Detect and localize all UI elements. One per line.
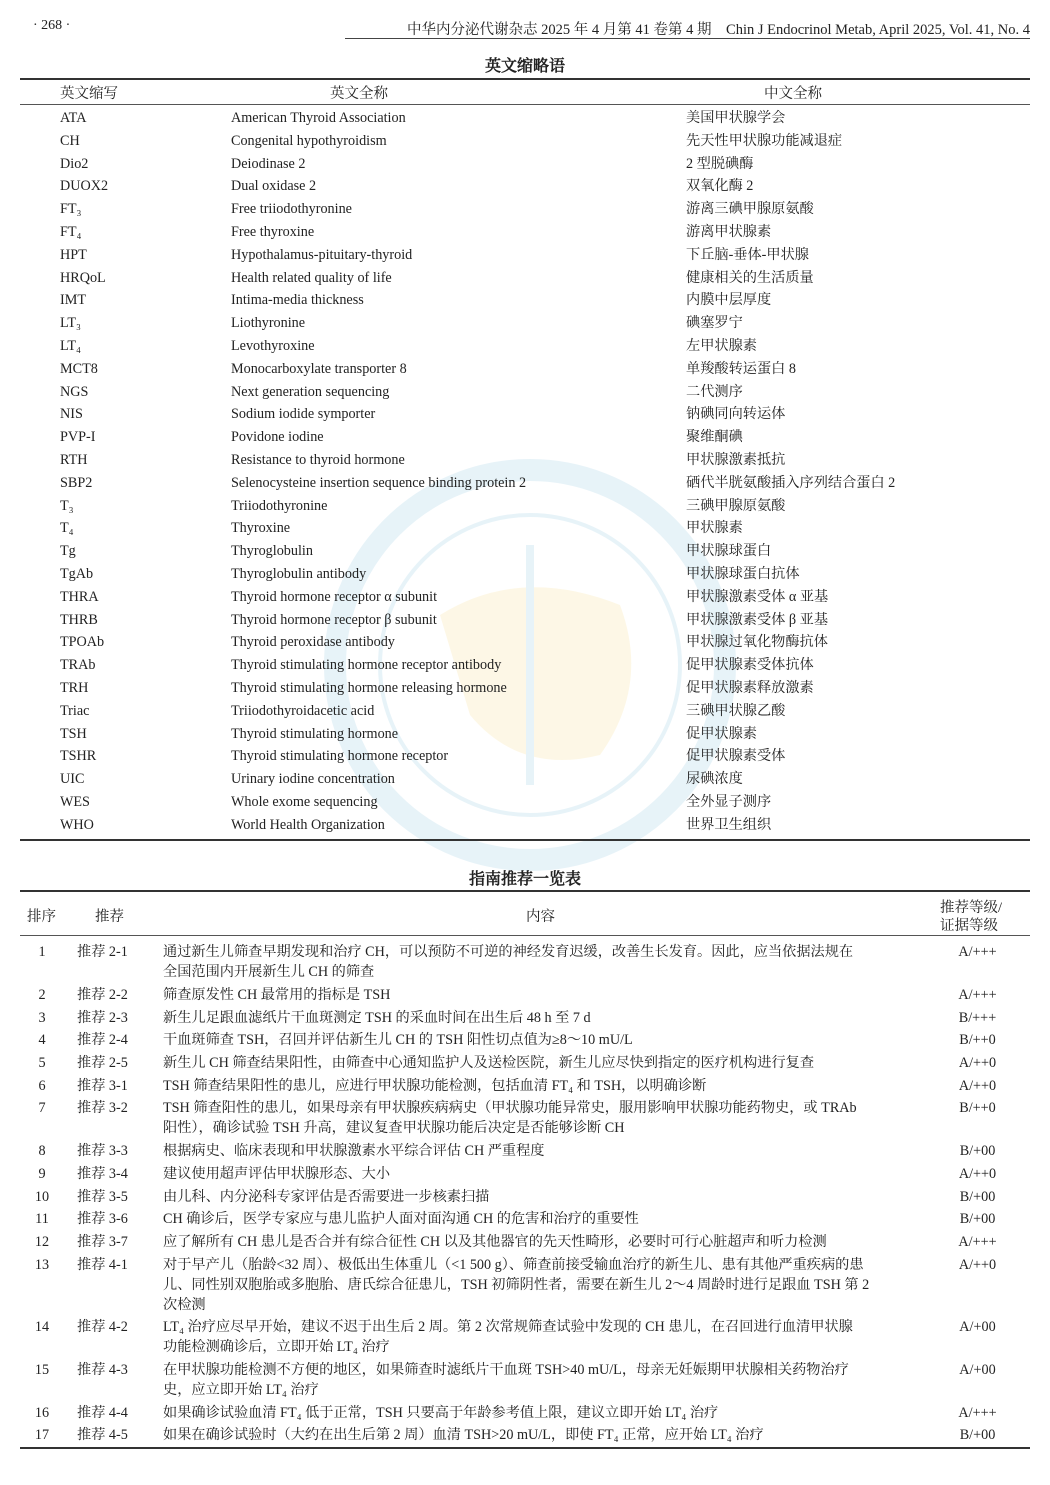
chinese-name-cell: 全外显子测序 <box>686 794 772 810</box>
grade-cell: A/+++ <box>958 1233 997 1250</box>
english-name-cell: Thyroid stimulating hormone receptor <box>231 748 449 765</box>
table-row <box>0 221 1050 244</box>
abbr-cell: TgAb <box>60 566 94 582</box>
chinese-name-cell: 甲状腺球蛋白抗体 <box>686 566 800 582</box>
abbr-cell: DUOX2 <box>60 178 109 195</box>
rec-id-cell: 推荐 2-5 <box>77 1055 128 1072</box>
abbr-cell: CH <box>60 132 80 149</box>
content-line: 史，应立即开始 LT₄ 治疗 <box>163 1381 319 1398</box>
content-cell <box>163 1030 923 1050</box>
chinese-name-cell: 健康相关的生活质量 <box>686 269 814 286</box>
abbr-cell: IMT <box>60 292 87 309</box>
rec-id-cell: 推荐 3-5 <box>77 1188 128 1205</box>
content-cell <box>163 1209 923 1229</box>
chinese-name-cell: 甲状腺球蛋白 <box>686 543 772 560</box>
english-name-cell: Thyroid hormone receptor β subunit <box>231 611 437 628</box>
english-name-cell: World Health Organization <box>231 816 385 833</box>
table-row <box>0 791 1050 814</box>
content-line: 对于早产儿（胎龄<32 周）、极低出生体重儿（<1 500 g）、筛查前接受输血治疗的新生儿、患有其他严重疾病的患 <box>163 1256 864 1273</box>
table-row <box>0 153 1050 176</box>
table-row <box>0 609 1050 632</box>
table-row <box>0 1029 1050 1052</box>
english-name-cell: Congenital hypothyroidism <box>231 132 387 149</box>
page-number: · 268 · <box>33 18 71 33</box>
english-name-cell: Urinary iodine concentration <box>231 771 395 788</box>
table-row <box>0 768 1050 791</box>
table-row <box>0 267 1050 290</box>
english-name-cell: Sodium iodide symporter <box>231 406 376 423</box>
english-name-cell: Thyroid stimulating hormone receptor antibody <box>231 657 502 674</box>
rec-id-cell: 推荐 4-3 <box>77 1361 128 1378</box>
rec-id-cell: 推荐 3-3 <box>77 1143 128 1160</box>
english-name-cell: Thyroglobulin <box>231 543 313 560</box>
grade-cell: B/+00 <box>959 1211 996 1228</box>
content-line: 新生儿 CH 筛查结果阳性，由筛查中心通知监护人及送检医院，新生儿应尽快到指定的医疗机构进行复查 <box>163 1055 815 1072</box>
abbr-cell: Tg <box>60 543 76 560</box>
grade-cell: A/+++ <box>958 944 997 961</box>
chinese-col-header: 中文全称 <box>764 86 822 102</box>
content-line: 筛查原发性 CH 最常用的指标是 TSH <box>163 987 391 1004</box>
chinese-name-cell: 促甲状腺素 <box>686 725 757 742</box>
chinese-name-cell: 游离甲状腺素 <box>686 224 772 240</box>
table-row <box>0 1006 1050 1029</box>
order-cell: 4 <box>38 1032 46 1049</box>
content-col-header: 内容 <box>526 909 555 925</box>
chinese-name-cell: 2 型脱碘酶 <box>686 155 754 172</box>
content-cell <box>163 1360 923 1400</box>
table-row <box>0 941 1050 984</box>
rec-id-cell: 推荐 4-2 <box>77 1319 128 1336</box>
table-row <box>0 495 1050 518</box>
order-cell: 11 <box>35 1211 49 1228</box>
chinese-name-cell: 硒代半胱氨酸插入序列结合蛋白 2 <box>686 474 896 491</box>
abbr-cell: TRH <box>60 680 89 696</box>
grade-cell: A/+++ <box>958 1404 997 1421</box>
grade-cell: B/+00 <box>959 1143 996 1160</box>
abbr-cell: LT₃ <box>60 315 81 332</box>
order-cell: 10 <box>34 1188 50 1205</box>
table-row <box>0 1424 1050 1447</box>
table-row <box>0 312 1050 335</box>
content-cell <box>163 1164 923 1184</box>
table-row <box>0 289 1050 312</box>
chinese-name-cell: 三碘甲状腺乙酸 <box>686 702 786 719</box>
order-cell: 3 <box>38 1009 46 1026</box>
grade-cell: A/+++ <box>958 987 997 1004</box>
content-line: 如果在确诊试验时（大约在出生后第 2 周）血清 TSH>20 mU/L，即使 FT₄ 正常，应开始 LT₄ 治疗 <box>163 1427 764 1444</box>
rec-id-cell: 推荐 3-6 <box>77 1211 128 1228</box>
table-row <box>0 130 1050 153</box>
table-rule <box>20 104 1030 105</box>
table-row <box>0 1097 1050 1140</box>
content-line: TSH 筛查阳性的患儿，如果母亲有甲状腺疾病病史（甲状腺功能异常史，服用影响甲状腺功能药物史，或 TRAb <box>163 1100 857 1117</box>
table-rule <box>20 890 1030 892</box>
chinese-name-cell: 促甲状腺素释放激素 <box>686 680 814 696</box>
rec-id-cell: 推荐 3-4 <box>77 1165 128 1182</box>
english-name-cell: Thyroid stimulating hormone releasing hormone <box>231 680 507 696</box>
content-cell <box>163 1098 923 1138</box>
chinese-name-cell: 促甲状腺素受体抗体 <box>686 657 814 674</box>
order-cell: 16 <box>34 1404 50 1421</box>
content-cell <box>163 1053 923 1073</box>
grade-cell: B/+00 <box>959 1188 996 1205</box>
english-name-cell: Monocarboxylate transporter 8 <box>231 360 407 377</box>
content-line: 新生儿足跟血滤纸片干血斑测定 TSH 的采血时间在出生后 48 h 至 7 d <box>163 1009 591 1026</box>
abbr-cell: WHO <box>60 816 94 833</box>
grade-col-header: 推荐等级/ <box>940 900 1003 916</box>
rec-id-cell: 推荐 2-2 <box>77 987 128 1004</box>
content-cell <box>163 1076 923 1096</box>
chinese-name-cell: 甲状腺过氧化物酶抗体 <box>686 634 828 651</box>
table-row <box>0 517 1050 540</box>
order-cell: 15 <box>34 1361 50 1378</box>
abbr-cell: T₄ <box>60 520 74 537</box>
order-cell: 5 <box>38 1055 46 1072</box>
table-row <box>0 654 1050 677</box>
abbr-cell: Triac <box>60 702 90 719</box>
content-line: 全国范围内开展新生儿 CH 的筛查 <box>163 964 375 981</box>
order-cell: 17 <box>34 1427 50 1444</box>
rec-id-cell: 推荐 4-1 <box>77 1256 128 1273</box>
content-line: 儿、同性别双胞胎或多胞胎、唐氏综合征患儿，TSH 初筛阴性者，需要在新生儿 2～4 周龄时进行足跟血 TSH 第 2 <box>163 1276 870 1293</box>
table-row <box>0 700 1050 723</box>
abbr-cell: TPOAb <box>60 634 105 651</box>
chinese-name-cell: 单羧酸转运蛋白 8 <box>686 360 796 377</box>
rec-table-body <box>0 941 1050 1447</box>
english-name-cell: Hypothalamus-pituitary-thyroid <box>231 246 413 263</box>
english-name-cell: Whole exome sequencing <box>231 794 378 810</box>
table-rule <box>20 839 1030 841</box>
table-row <box>0 381 1050 404</box>
abbr-cell: LT₄ <box>60 338 81 354</box>
table-row <box>0 1208 1050 1231</box>
chinese-name-cell: 甲状腺激素受体 β 亚基 <box>686 611 829 628</box>
grade-cell: B/+++ <box>958 1009 997 1026</box>
chinese-name-cell: 尿碘浓度 <box>686 771 743 788</box>
grade-cell: A/++0 <box>958 1055 997 1072</box>
english-name-cell: Thyroid hormone receptor α subunit <box>231 588 438 605</box>
order-col-header: 排序 <box>27 909 56 925</box>
content-cell <box>163 1187 923 1207</box>
content-line: 在甲状腺功能检测不方便的地区，如果筛查时滤纸片干血斑 TSH>40 mU/L，母亲无妊娠期甲状腺相关药物治疗 <box>163 1361 849 1378</box>
grade-cell: A/+00 <box>959 1361 996 1378</box>
chinese-name-cell: 下丘脑-垂体-甲状腺 <box>686 246 809 263</box>
order-cell: 12 <box>34 1233 50 1250</box>
abbr-cell: TSH <box>60 725 87 742</box>
english-name-cell: Povidone iodine <box>231 429 324 446</box>
content-cell <box>163 1403 923 1423</box>
table-rule <box>20 935 1030 936</box>
content-cell <box>163 1232 923 1252</box>
english-name-cell: Thyroxine <box>231 520 291 537</box>
abbr-cell: SBP2 <box>60 474 93 491</box>
chinese-name-cell: 甲状腺激素抵抗 <box>686 452 786 468</box>
table-row <box>0 1253 1050 1316</box>
content-cell <box>163 1317 923 1357</box>
table-row <box>0 1052 1050 1075</box>
english-name-cell: Liothyronine <box>231 315 306 332</box>
table-row <box>0 1231 1050 1254</box>
table-row <box>0 1185 1050 1208</box>
table-row <box>0 426 1050 449</box>
content-line: 功能检测确诊后，立即开始 LT₄ 治疗 <box>163 1339 390 1356</box>
abbr-cell: ATA <box>60 110 87 126</box>
content-cell <box>163 1141 923 1161</box>
table-row <box>0 1401 1050 1424</box>
table-row <box>0 1359 1050 1402</box>
content-cell <box>163 985 923 1005</box>
content-line: 干血斑筛查 TSH，召回并评估新生儿 CH 的 TSH 阳性切点值为≥8～10 mU/L <box>163 1032 633 1049</box>
order-cell: 9 <box>38 1165 46 1182</box>
rec-id-cell: 推荐 4-4 <box>77 1404 128 1421</box>
english-name-cell: Thyroid peroxidase antibody <box>231 634 395 651</box>
table-row <box>0 745 1050 768</box>
chinese-name-cell: 促甲状腺素受体 <box>686 748 786 765</box>
table-rule <box>20 78 1030 80</box>
abbr-cell: TRAb <box>60 657 96 674</box>
english-name-cell: Free triiodothyronine <box>231 201 352 218</box>
rec-id-cell: 推荐 4-5 <box>77 1427 128 1444</box>
content-line: 次检测 <box>163 1296 206 1313</box>
chinese-name-cell: 美国甲状腺学会 <box>686 110 786 126</box>
grade-cell: B/+00 <box>959 1427 996 1444</box>
table-row <box>0 449 1050 472</box>
grade-cell: B/++0 <box>959 1100 996 1117</box>
abbr-cell: FT₃ <box>60 201 82 218</box>
abbr-cell: THRB <box>60 611 98 628</box>
content-cell <box>163 1255 923 1315</box>
table-row <box>0 1074 1050 1097</box>
content-line: LT₄ 治疗应尽早开始，建议不迟于出生后 2 周。第 2 次常规筛查试验中发现的 CH 患儿，在召回进行血清甲状腺 <box>163 1319 853 1336</box>
abbr-cell: PVP-I <box>60 429 96 446</box>
grade-cell: A/++0 <box>958 1256 997 1273</box>
table-row <box>0 631 1050 654</box>
journal-header: 中华内分泌代谢杂志 2025 年 4 月第 41 卷第 4 期 Chin J Endocrinol Metab, April 2025, Vol. 41, No. 4 <box>407 22 1030 38</box>
content-line: 根据病史、临床表现和甲状腺激素水平综合评估 CH 严重程度 <box>163 1143 545 1160</box>
order-cell: 6 <box>38 1077 46 1094</box>
chinese-name-cell: 内膜中层厚度 <box>686 292 772 309</box>
abbr-cell: HRQoL <box>60 269 106 286</box>
table-row <box>0 586 1050 609</box>
abbr-col-header: 英文缩写 <box>60 86 118 102</box>
table-row <box>0 1163 1050 1186</box>
rec-table-title: 指南推荐一览表 <box>468 869 581 888</box>
english-name-cell: Selenocysteine insertion sequence binding protein 2 <box>231 474 527 491</box>
table-row <box>0 107 1050 130</box>
table-row <box>0 175 1050 198</box>
english-name-cell: Health related quality of life <box>231 269 392 286</box>
content-line: 应了解所有 CH 患儿是否合并有综合征性 CH 以及其他器官的先天性畸形，必要时可行心脏超声和听力检测 <box>163 1233 827 1250</box>
chinese-name-cell: 碘塞罗宁 <box>686 315 743 332</box>
abbr-cell: RTH <box>60 452 88 468</box>
abbr-cell: MCT8 <box>60 360 98 377</box>
chinese-name-cell: 钠碘同向转运体 <box>686 406 786 423</box>
rec-id-cell: 推荐 3-7 <box>77 1233 128 1250</box>
table-row <box>0 563 1050 586</box>
english-name-cell: Deiodinase 2 <box>231 155 306 172</box>
table-row <box>0 358 1050 381</box>
order-cell: 13 <box>34 1256 50 1273</box>
english-name-cell: Resistance to thyroid hormone <box>231 452 405 468</box>
table-row <box>0 1316 1050 1359</box>
rec-col-header: 推荐 <box>95 909 124 925</box>
abbr-cell: NGS <box>60 383 89 400</box>
table-row <box>0 403 1050 426</box>
english-name-cell: Intima-media thickness <box>231 292 364 309</box>
chinese-name-cell: 甲状腺素 <box>686 520 743 537</box>
abbr-cell: WES <box>60 794 90 810</box>
abbr-table-title: 英文缩略语 <box>484 56 565 75</box>
abbr-cell: UIC <box>60 771 85 788</box>
order-cell: 14 <box>34 1319 50 1336</box>
english-name-cell: Triiodothyroidacetic acid <box>231 702 375 719</box>
rec-id-cell: 推荐 2-1 <box>77 944 128 961</box>
chinese-name-cell: 先天性甲状腺功能减退症 <box>686 132 843 149</box>
content-line: 由儿科、内分泌科专家评估是否需要进一步核素扫描 <box>163 1188 490 1205</box>
content-line: 阳性），确诊试验 TSH 升高，建议复查甲状腺功能后决定是否能够诊断 CH <box>163 1120 625 1137</box>
evidence-col-header: 证据等级 <box>940 918 998 934</box>
table-row <box>0 244 1050 267</box>
abbr-cell: NIS <box>60 406 83 423</box>
grade-cell: B/++0 <box>959 1032 996 1049</box>
table-row <box>0 335 1050 358</box>
order-cell: 7 <box>38 1100 46 1117</box>
abbr-cell: TSHR <box>60 748 97 765</box>
english-name-cell: Next generation sequencing <box>231 383 390 400</box>
table-rule <box>20 1447 1030 1449</box>
chinese-name-cell: 世界卫生组织 <box>686 816 772 833</box>
abbr-cell: T₃ <box>60 497 74 514</box>
chinese-name-cell: 三碘甲腺原氨酸 <box>686 497 786 514</box>
content-line: 建议使用超声评估甲状腺形态、大小 <box>163 1165 391 1182</box>
content-line: CH 确诊后，医学专家应与患儿监护人面对面沟通 CH 的危害和治疗的重要性 <box>163 1211 639 1228</box>
content-cell <box>163 1425 923 1445</box>
content-cell <box>163 1008 923 1028</box>
abbr-cell: HPT <box>60 246 87 263</box>
chinese-name-cell: 左甲状腺素 <box>686 338 757 354</box>
table-row <box>0 198 1050 221</box>
chinese-name-cell: 聚维酮碘 <box>686 429 743 446</box>
order-cell: 2 <box>38 987 46 1004</box>
header-rule <box>345 38 1030 39</box>
english-name-cell: Triiodothyronine <box>231 497 328 514</box>
chinese-name-cell: 双氧化酶 2 <box>686 178 754 195</box>
grade-cell: A/+00 <box>959 1319 996 1336</box>
chinese-name-cell: 二代测序 <box>686 383 743 400</box>
english-name-cell: Dual oxidase 2 <box>231 178 317 195</box>
chinese-name-cell: 游离三碘甲腺原氨酸 <box>686 201 814 218</box>
english-name-cell: Free thyroxine <box>231 224 315 240</box>
table-row <box>0 984 1050 1007</box>
english-name-cell: Thyroglobulin antibody <box>231 566 367 582</box>
rec-id-cell: 推荐 2-4 <box>77 1032 128 1049</box>
table-row <box>0 472 1050 495</box>
fullname-col-header: 英文全称 <box>330 86 388 102</box>
grade-cell: A/++0 <box>958 1165 997 1182</box>
table-row <box>0 540 1050 563</box>
rec-id-cell: 推荐 3-1 <box>77 1077 128 1094</box>
content-line: TSH 筛查结果阳性的患儿，应进行甲状腺功能检测，包括血清 FT₄ 和 TSH，以明确诊断 <box>163 1077 707 1094</box>
table-row <box>0 677 1050 700</box>
order-cell: 1 <box>38 944 46 961</box>
abbr-cell: Dio2 <box>60 155 89 172</box>
rec-id-cell: 推荐 2-3 <box>77 1009 128 1026</box>
table-row <box>0 1140 1050 1163</box>
grade-cell: A/++0 <box>958 1077 997 1094</box>
content-line: 通过新生儿筛查早期发现和治疗 CH，可以预防不可逆的神经发育迟缓，改善生长发育。因此，应当依据法规在 <box>163 944 854 961</box>
rec-id-cell: 推荐 3-2 <box>77 1100 128 1117</box>
table-row <box>0 814 1050 837</box>
content-cell <box>163 942 923 982</box>
english-name-cell: Thyroid stimulating hormone <box>231 725 399 742</box>
abbr-cell: FT₄ <box>60 224 82 240</box>
abbr-cell: THRA <box>60 588 99 605</box>
table-row <box>0 723 1050 746</box>
english-name-cell: American Thyroid Association <box>231 110 406 126</box>
content-line: 如果确诊试验血清 FT₄ 低于正常，TSH 只要高于年龄参考值上限，建议立即开始 LT₄ 治疗 <box>163 1404 719 1421</box>
order-cell: 8 <box>38 1143 46 1160</box>
chinese-name-cell: 甲状腺激素受体 α 亚基 <box>686 588 829 605</box>
english-name-cell: Levothyroxine <box>231 338 315 354</box>
